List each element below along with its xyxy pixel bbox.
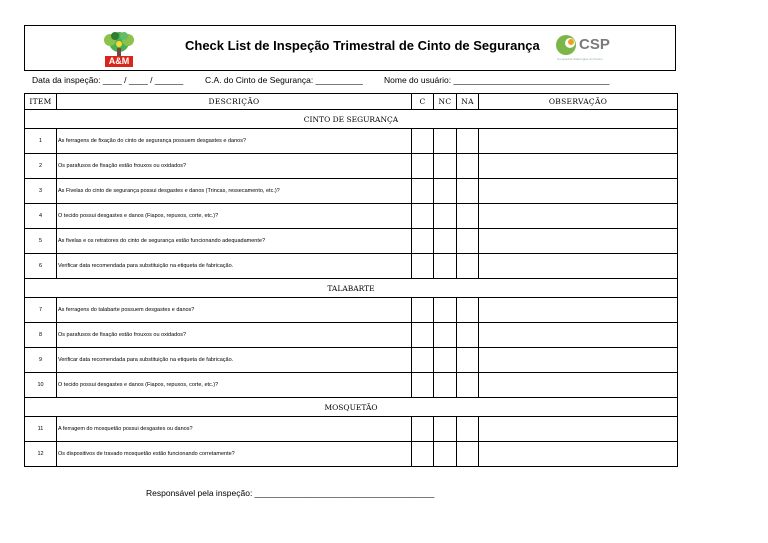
col-description-header: DESCRIÇÃO (57, 94, 412, 110)
observation-cell[interactable] (479, 179, 678, 204)
check-nc-cell[interactable] (434, 254, 457, 279)
inspection-date-field[interactable]: Data da inspeção: ____ / ____ / ______ (32, 75, 184, 85)
check-c-cell[interactable] (412, 179, 434, 204)
table-row (25, 323, 678, 348)
col-na-header: NA (457, 94, 479, 110)
check-c-cell[interactable] (412, 373, 434, 398)
table-row (25, 348, 678, 373)
item-number: 1 (25, 129, 57, 154)
item-description: Os parafusos de fixação estão frouxos ou oxidados? (57, 323, 412, 348)
ca-number-field[interactable]: C.A. do Cinto de Segurança: __________ (205, 75, 363, 85)
check-na-cell[interactable] (457, 417, 479, 442)
check-na-cell[interactable] (457, 298, 479, 323)
item-number: 9 (25, 348, 57, 373)
table-row (25, 154, 678, 179)
check-c-cell[interactable] (412, 348, 434, 373)
check-na-cell[interactable] (457, 254, 479, 279)
section-title: CINTO DE SEGURANÇA (25, 110, 678, 129)
item-number: 6 (25, 254, 57, 279)
observation-cell[interactable] (479, 129, 678, 154)
check-na-cell[interactable] (457, 229, 479, 254)
table-row (25, 442, 678, 467)
check-c-cell[interactable] (412, 154, 434, 179)
item-number: 3 (25, 179, 57, 204)
check-c-cell[interactable] (412, 229, 434, 254)
item-number: 4 (25, 204, 57, 229)
inspector-signature-field[interactable]: Responsável pela inspeção: ______________________________________ (146, 488, 435, 498)
section-title: TALABARTE (25, 279, 678, 298)
check-nc-cell[interactable] (434, 373, 457, 398)
item-description: O tecido possui desgastes e danos (Fiapos, repuxos, corte, etc.)? (57, 373, 412, 398)
check-na-cell[interactable] (457, 129, 479, 154)
observation-cell[interactable] (479, 254, 678, 279)
observation-cell[interactable] (479, 154, 678, 179)
check-nc-cell[interactable] (434, 442, 457, 467)
check-nc-cell[interactable] (434, 417, 457, 442)
check-c-cell[interactable] (412, 129, 434, 154)
check-na-cell[interactable] (457, 348, 479, 373)
csp-logo-text: CSP (579, 36, 610, 53)
check-nc-cell[interactable] (434, 348, 457, 373)
item-description: O tecido possui desgastes e danos (Fiapos, repuxos, corte, etc.)? (57, 204, 412, 229)
col-observation-header: OBSERVAÇÃO (479, 94, 678, 110)
check-c-cell[interactable] (412, 323, 434, 348)
user-name-field[interactable]: Nome do usuário: _________________________________ (384, 75, 610, 85)
item-number: 2 (25, 154, 57, 179)
check-nc-cell[interactable] (434, 229, 457, 254)
check-nc-cell[interactable] (434, 154, 457, 179)
table-row (25, 298, 678, 323)
observation-cell[interactable] (479, 417, 678, 442)
item-description: Os dispositivos de travado mosquetão estão funcionando corretamente? (57, 442, 412, 467)
check-na-cell[interactable] (457, 323, 479, 348)
observation-cell[interactable] (479, 204, 678, 229)
col-c-header: C (412, 94, 434, 110)
check-na-cell[interactable] (457, 179, 479, 204)
csp-logo-subtitle: Companhia Siderúrgica do Pecém (557, 57, 603, 61)
table-row (25, 254, 678, 279)
csp-logo (555, 34, 617, 64)
item-number: 11 (25, 417, 57, 442)
item-description: As ferragens do talabarte possuem desgastes e danos? (57, 298, 412, 323)
section-title: MOSQUETÃO (25, 398, 678, 417)
section-row (25, 279, 678, 298)
item-description: As ferragens de fixação do cinto de segurança possuem desgastes e danos? (57, 129, 412, 154)
am-logo (95, 30, 143, 68)
observation-cell[interactable] (479, 442, 678, 467)
csp-leaf-icon (555, 34, 579, 56)
table-row (25, 417, 678, 442)
check-nc-cell[interactable] (434, 323, 457, 348)
check-nc-cell[interactable] (434, 179, 457, 204)
check-nc-cell[interactable] (434, 204, 457, 229)
observation-cell[interactable] (479, 229, 678, 254)
item-description: As Fivelas do cinto de segurança possui desgastes e danos (Trincas, ressecamento, etc.)? (57, 179, 412, 204)
col-item-header: ITEM (25, 94, 57, 110)
check-na-cell[interactable] (457, 373, 479, 398)
checklist-table (24, 93, 678, 467)
check-c-cell[interactable] (412, 442, 434, 467)
item-description: Verificar data recomendada para substituição na etiqueta de fabricação. (57, 348, 412, 373)
table-row (25, 179, 678, 204)
check-c-cell[interactable] (412, 204, 434, 229)
table-row (25, 229, 678, 254)
check-c-cell[interactable] (412, 417, 434, 442)
item-number: 5 (25, 229, 57, 254)
item-number: 7 (25, 298, 57, 323)
check-na-cell[interactable] (457, 154, 479, 179)
observation-cell[interactable] (479, 348, 678, 373)
item-description: A ferragem do mosquetão possui desgastes ou danos? (57, 417, 412, 442)
check-c-cell[interactable] (412, 254, 434, 279)
item-number: 12 (25, 442, 57, 467)
check-nc-cell[interactable] (434, 298, 457, 323)
page-title: Check List de Inspeção Trimestral de Cinto de Segurança (185, 38, 540, 53)
check-c-cell[interactable] (412, 298, 434, 323)
table-header-row (25, 94, 678, 110)
observation-cell[interactable] (479, 298, 678, 323)
check-nc-cell[interactable] (434, 129, 457, 154)
table-row (25, 204, 678, 229)
table-row (25, 129, 678, 154)
item-description: Os parafusos de fixação estão frouxos ou oxidados? (57, 154, 412, 179)
section-row (25, 398, 678, 417)
am-logo-text: A&M (108, 56, 130, 66)
section-row (25, 110, 678, 129)
item-number: 10 (25, 373, 57, 398)
table-row (25, 373, 678, 398)
item-number: 8 (25, 323, 57, 348)
header-box (24, 25, 676, 71)
item-description: Verificar data recomendada para substituição na etiqueta de fabricação. (57, 254, 412, 279)
check-na-cell[interactable] (457, 442, 479, 467)
observation-cell[interactable] (479, 323, 678, 348)
check-na-cell[interactable] (457, 204, 479, 229)
observation-cell[interactable] (479, 373, 678, 398)
item-description: As fivelas e os retratores do cinto de segurança estão funcionando adequadamente? (57, 229, 412, 254)
col-nc-header: NC (434, 94, 457, 110)
